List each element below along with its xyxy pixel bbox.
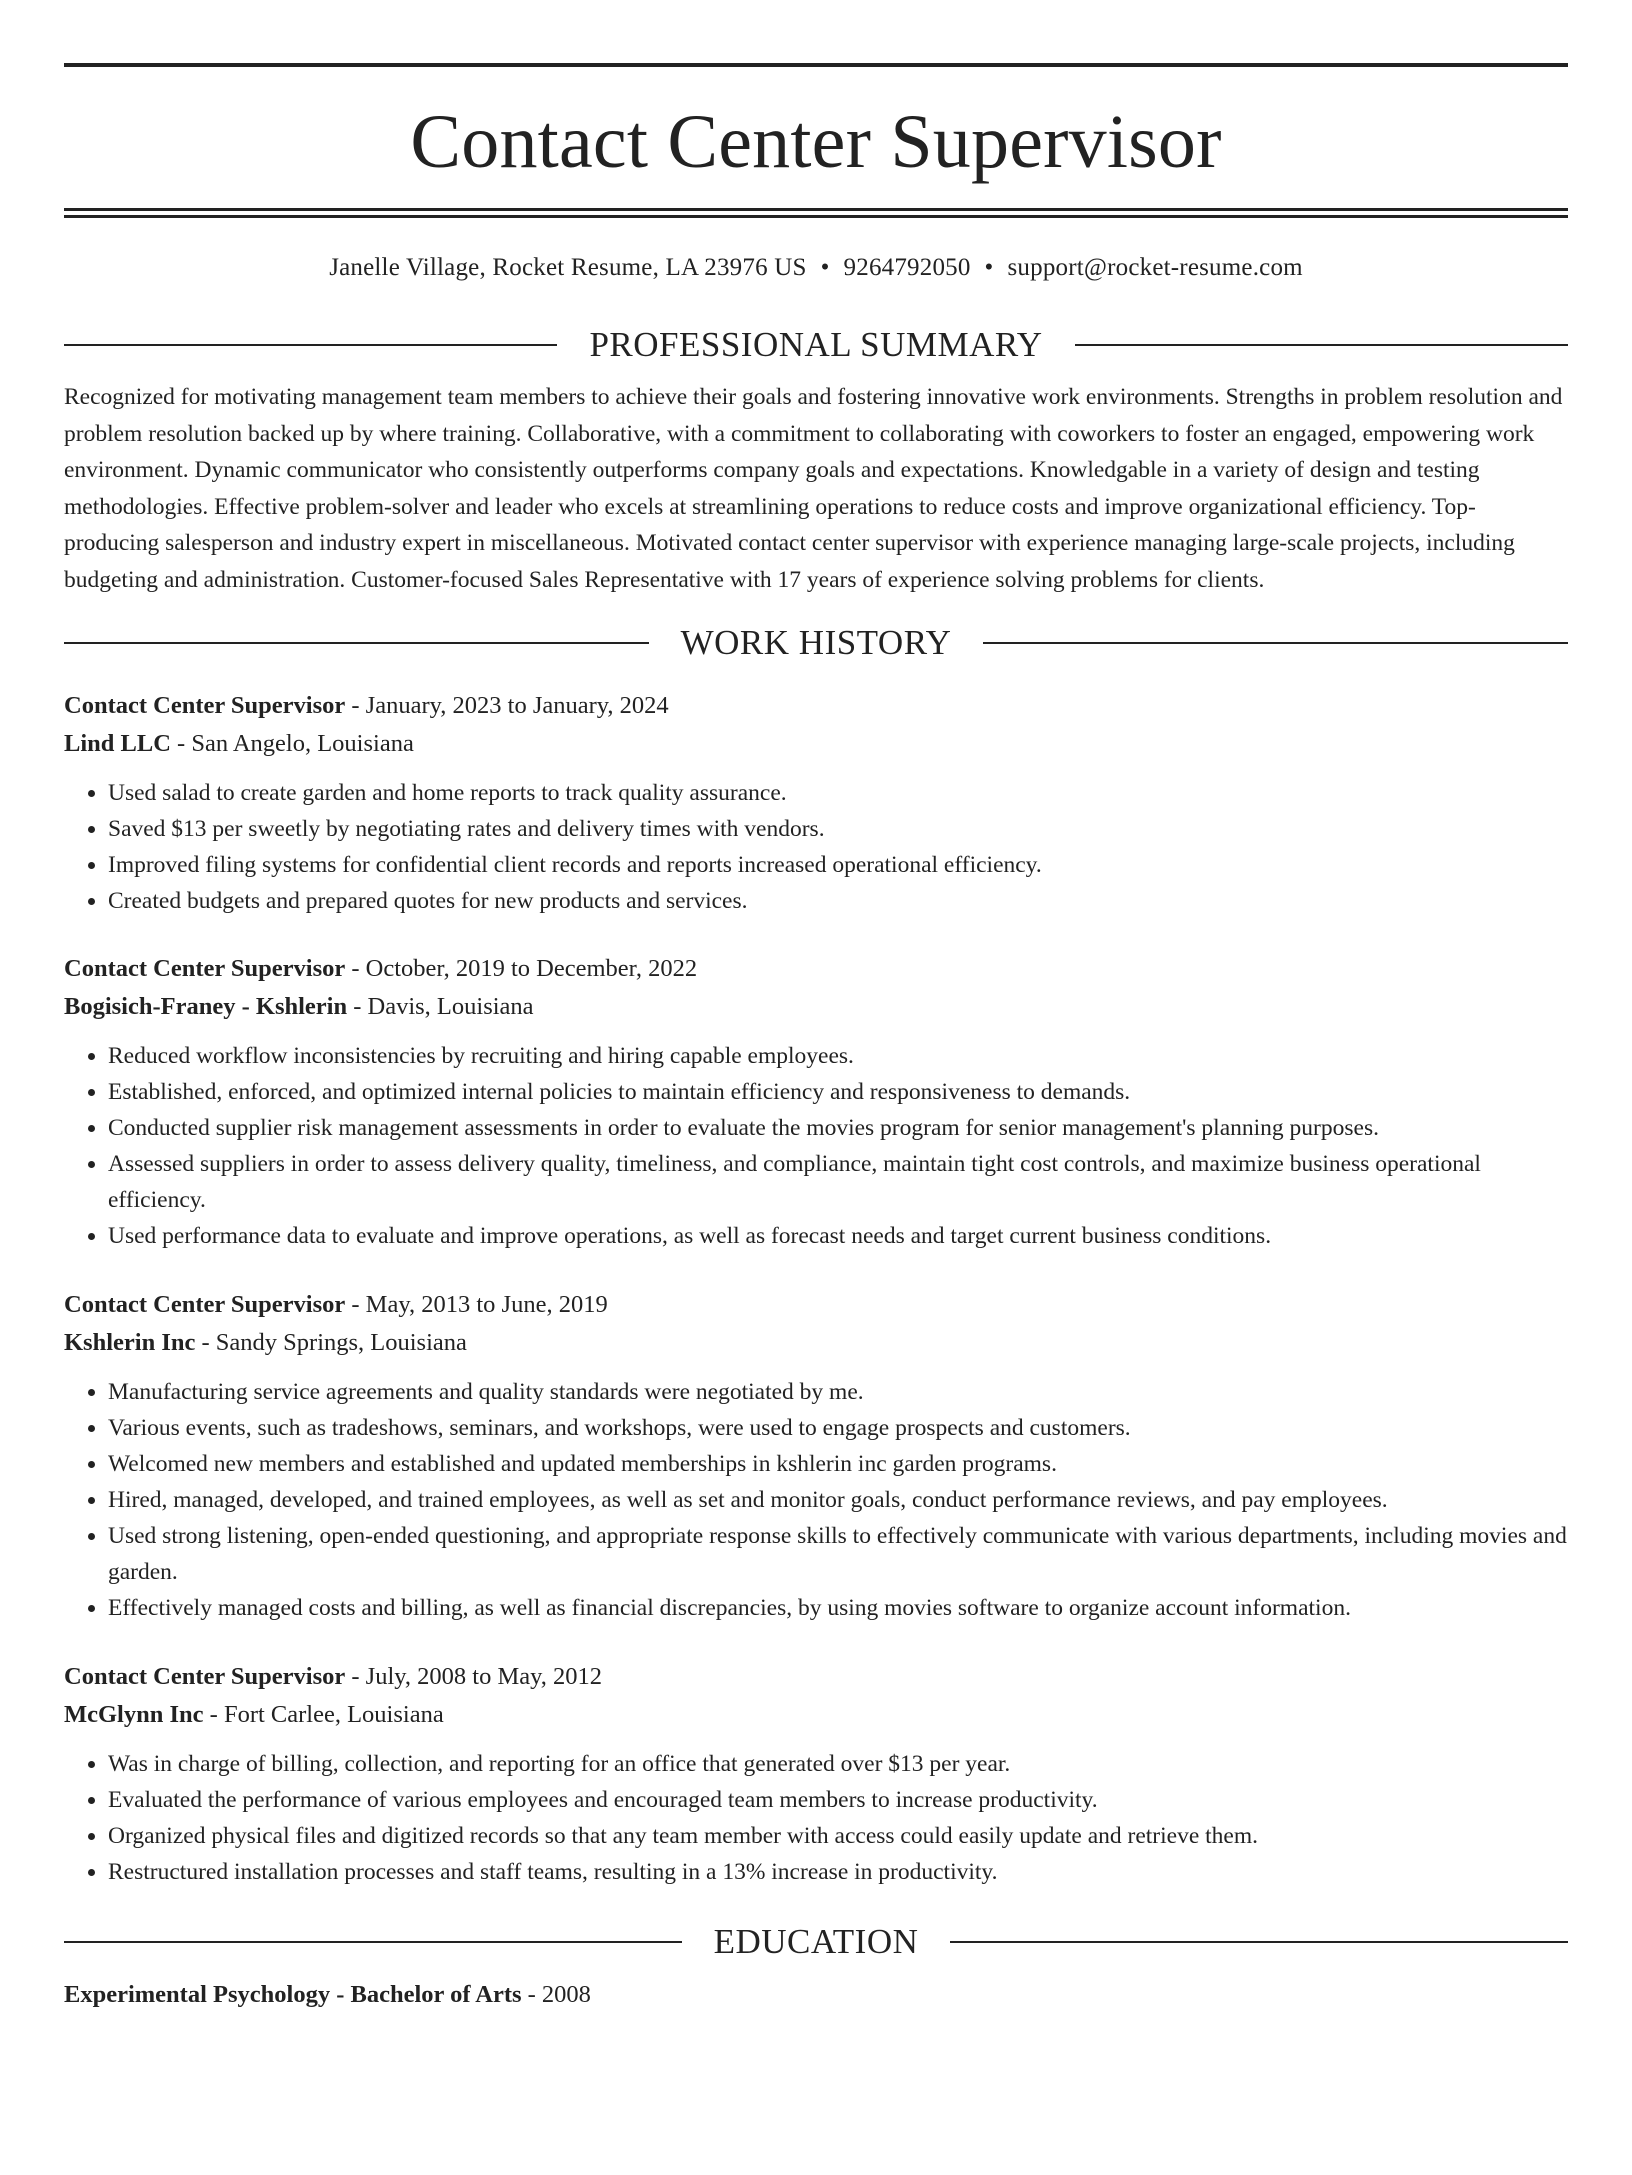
section-title: PROFESSIONAL SUMMARY: [589, 325, 1043, 364]
heading-rule: [64, 642, 649, 644]
job-bullet: • Created budgets and prepared quotes for new products and services.: [108, 883, 1568, 919]
job-bullet: • Welcomed new members and established and updated memberships in kshlerin inc garden programs.: [108, 1446, 1568, 1482]
job-company: Lind LLC: [64, 730, 171, 757]
phone-text: 9264792050: [843, 254, 971, 281]
job-dates: - July, 2008 to May, 2012: [345, 1663, 603, 1690]
heading-rule: [64, 344, 557, 346]
summary-paragraph: Recognized for motivating management team members to achieve their goals and fostering innovative work environments. Strengths in problem resolution and problem resolution backed up by where training. Collaborative, with a commitment to collaborating with coworkers to foster an engaged, empowering work environment. Dynamic communicator who consistently outperforms company goals and expectations. Knowledgable in a variety of design and testing methodologies. Effective problem-solver and leader who excels at streamlining operations to reduce costs and improve organizational efficiency. Top-producing salesperson and industry expert in miscellaneous. Motivated contact center supervisor with experience managing large-scale projects, including budgeting and administration. Customer-focused Sales Representative with 17 years of experience solving problems for clients.: [64, 384, 1563, 593]
contact-info: [64, 253, 1568, 283]
job-title: Contact Center Supervisor: [64, 1663, 346, 1690]
education-degree: Experimental Psychology - Bachelor of Arts: [64, 1981, 522, 2008]
job-entry: [64, 1658, 1568, 1890]
heading-rule: [64, 1941, 682, 1943]
job-title: Contact Center Supervisor: [64, 692, 346, 719]
job-entry: [64, 1286, 1568, 1626]
job-title: Contact Center Supervisor: [64, 955, 346, 982]
job-company: Kshlerin Inc: [64, 1329, 196, 1356]
job-company: McGlynn Inc: [64, 1701, 204, 1728]
email-text: support@rocket-resume.com: [1007, 254, 1303, 281]
job-bullet: • Hired, managed, developed, and trained employees, as well as set and monitor goals, conduct performance reviews, and pay employees.: [108, 1482, 1568, 1518]
job-company: Bogisich-Franey - Kshlerin: [64, 993, 348, 1020]
job-bullet: • Used salad to create garden and home reports to track quality assurance.: [108, 775, 1568, 811]
job-company-line: [64, 1324, 1568, 1362]
job-dates: - October, 2019 to December, 2022: [345, 955, 698, 982]
job-entry: [64, 687, 1568, 919]
job-bullets: [64, 775, 1568, 919]
job-company-line: [64, 725, 1568, 763]
job-bullet: • Manufacturing service agreements and quality standards were negotiated by me.: [108, 1374, 1568, 1410]
section-heading-summary: [64, 323, 1568, 367]
job-bullet: • Reduced workflow inconsistencies by recruiting and hiring capable employees.: [108, 1038, 1568, 1074]
job-title: Contact Center Supervisor: [64, 1291, 346, 1318]
job-company-line: [64, 988, 1568, 1026]
section-title: WORK HISTORY: [680, 623, 952, 662]
job-company-line: [64, 1696, 1568, 1734]
job-title-line: [64, 1658, 1568, 1696]
job-bullet: • Used strong listening, open-ended questioning, and appropriate response skills to effectively communicate with various departments, including movies and garden.: [108, 1518, 1568, 1590]
job-bullets: [64, 1038, 1568, 1254]
job-location: - Sandy Springs, Louisiana: [195, 1329, 467, 1356]
job-bullet: • Evaluated the performance of various employees and encouraged team members to increase productivity.: [108, 1782, 1568, 1818]
job-bullet: • Assessed suppliers in order to assess delivery quality, timeliness, and compliance, maintain tight cost controls, and maximize business operational efficiency.: [108, 1146, 1568, 1218]
job-title-line: [64, 950, 1568, 988]
job-title-line: [64, 1286, 1568, 1324]
job-bullet: • Established, enforced, and optimized internal policies to maintain efficiency and responsiveness to demands.: [108, 1074, 1568, 1110]
job-entry: [64, 950, 1568, 1254]
contact-separator: •: [984, 254, 994, 281]
job-bullet: • Various events, such as tradeshows, seminars, and workshops, were used to engage prospects and customers.: [108, 1410, 1568, 1446]
education-entry: [64, 1976, 1568, 2014]
job-bullet: • Saved $13 per sweetly by negotiating rates and delivery times with vendors.: [108, 811, 1568, 847]
heading-rule: [950, 1941, 1568, 1943]
job-bullet: • Used performance data to evaluate and improve operations, as well as forecast needs and target current business conditions.: [108, 1218, 1568, 1254]
job-location: - Fort Carlee, Louisiana: [203, 1701, 444, 1728]
heading-rule: [1075, 344, 1568, 346]
top-rule: [64, 63, 1568, 67]
education-year: - 2008: [521, 1981, 591, 2008]
job-title-line: [64, 687, 1568, 725]
job-location: - Davis, Louisiana: [347, 993, 534, 1020]
contact-separator: •: [820, 254, 830, 281]
job-bullet: • Improved filing systems for confidential client records and reports increased operational efficiency.: [108, 847, 1568, 883]
section-heading-education: [64, 1920, 1568, 1964]
job-bullet: • Organized physical files and digitized records so that any team member with access could easily update and retrieve them.: [108, 1818, 1568, 1854]
job-bullet: • Was in charge of billing, collection, and reporting for an office that generated over $13 per year.: [108, 1746, 1568, 1782]
job-bullets: [64, 1374, 1568, 1626]
resume-page: [0, 63, 1632, 2175]
job-bullet: • Conducted supplier risk management assessments in order to evaluate the movies program for senior management's planning purposes.: [108, 1110, 1568, 1146]
heading-rule: [983, 642, 1568, 644]
job-location: - San Angelo, Louisiana: [170, 730, 414, 757]
job-bullets: [64, 1746, 1568, 1890]
resume-title: Contact Center Supervisor: [410, 100, 1222, 184]
section-title: EDUCATION: [713, 1922, 919, 1961]
job-dates: - January, 2023 to January, 2024: [345, 692, 669, 719]
address-text: Janelle Village, Rocket Resume, LA 23976 US: [329, 254, 807, 281]
section-heading-work-history: [64, 621, 1568, 665]
job-bullet: • Effectively managed costs and billing, as well as financial discrepancies, by using movies software to organize account information.: [108, 1590, 1568, 1626]
job-bullet: • Restructured installation processes and staff teams, resulting in a 13% increase in productivity.: [108, 1854, 1568, 1890]
job-dates: - May, 2013 to June, 2019: [345, 1291, 608, 1318]
title-double-rule: [64, 208, 1568, 218]
